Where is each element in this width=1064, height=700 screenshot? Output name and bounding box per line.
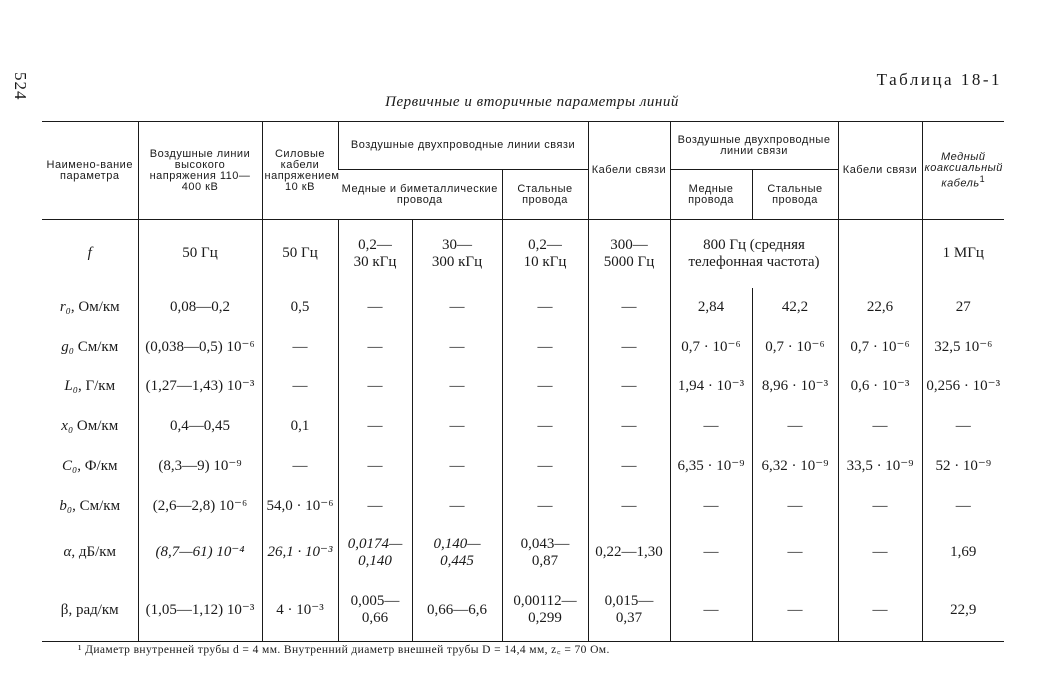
cell-coax: 22,9: [922, 580, 1004, 642]
cell-line-1: 300—: [610, 236, 648, 253]
cell-air-two-wire-2: [670, 220, 838, 288]
cell-coax: 1,69: [922, 526, 1004, 580]
table-row: [42, 367, 1004, 407]
cell-line-1: 800 Гц (средняя: [703, 236, 805, 253]
cell-comm-cables: [588, 220, 670, 288]
cell-hv-lines: (8,7—61) 10⁻⁴: [138, 526, 262, 580]
cell-line-1: 0,043—: [520, 535, 570, 552]
cell-coax: —: [922, 407, 1004, 447]
param-symbol: α: [63, 544, 72, 560]
cell-line-1: 0,0174—: [347, 535, 403, 552]
header-steel-wires-2: Стальные провода: [752, 170, 838, 220]
cell-steel-wires: —: [502, 328, 588, 367]
cell-steel-wires: —: [502, 487, 588, 526]
header-name: Наимено-вание параметра: [46, 158, 133, 182]
cell-copper-bimetal-b: —: [412, 328, 502, 367]
header-power-cables: Силовые кабели напряжением 10 кВ: [262, 122, 338, 220]
param-symbol: g₀: [61, 338, 74, 355]
table-row: [42, 288, 1004, 328]
cell-copper-bimetal-a: —: [338, 367, 412, 407]
cell-copper-bimetal-a: [338, 526, 412, 580]
param-cell: [42, 447, 138, 487]
cell-power-cables: 50 Гц: [262, 220, 338, 288]
param-symbol: f: [87, 245, 92, 262]
cell-steel-wires: —: [502, 367, 588, 407]
cell-line-2: 300 кГц: [431, 253, 483, 270]
cell-copper-bimetal-a: —: [338, 447, 412, 487]
cell-power-cables: —: [262, 367, 338, 407]
cell-hv-lines: (8,3—9) 10⁻⁹: [138, 447, 262, 487]
table-row: [42, 407, 1004, 447]
cell-line-1: 0,2—: [358, 236, 392, 253]
cell-line-2: 30 кГц: [353, 253, 397, 270]
header-comm-cables: Кабели связи: [588, 122, 670, 220]
cell-comm-cables-2: 22,6: [838, 288, 922, 328]
cell-line-2: 0,87: [531, 552, 559, 569]
param-unit: , Ом/км: [70, 299, 120, 315]
table-label: Таблица 18-1: [876, 70, 1002, 89]
header-steel-wires: Стальные провода: [502, 170, 588, 220]
cell-power-cables: —: [262, 328, 338, 367]
cell-coax: 1 МГц: [922, 220, 1004, 288]
cell-comm-cables-2: 0,6 · 10⁻³: [838, 367, 922, 407]
cell-copper-wires: 2,84: [670, 288, 752, 328]
cell-copper-wires: 6,35 · 10⁻⁹: [670, 447, 752, 487]
table-row: [42, 328, 1004, 367]
param-unit: , дБ/км: [71, 544, 117, 560]
header-copper-wires: Медные провода: [670, 170, 752, 220]
param-unit: , Ф/км: [77, 458, 118, 474]
cell-line-1: 0,2—: [528, 236, 562, 253]
cell-copper-bimetal-b: [412, 526, 502, 580]
cell-steel-wires: [502, 220, 588, 288]
header-coax: [922, 122, 1004, 220]
cell-steel-wires-2: 6,32 · 10⁻⁹: [752, 447, 838, 487]
param-cell: [42, 487, 138, 526]
cell-hv-lines: 0,4—0,45: [138, 407, 262, 447]
cell-steel-wires-2: 42,2: [752, 288, 838, 328]
cell-hv-lines: (2,6—2,8) 10⁻⁶: [138, 487, 262, 526]
cell-steel-wires: —: [502, 407, 588, 447]
cell-comm-cables-2: —: [838, 526, 922, 580]
param-cell: [42, 407, 138, 447]
cell-comm-cables-2: 0,7 · 10⁻⁶: [838, 328, 922, 367]
cell-steel-wires: [502, 580, 588, 642]
cell-copper-bimetal-a: —: [338, 328, 412, 367]
table-row: [42, 447, 1004, 487]
param-symbol: C₀: [61, 458, 78, 474]
param-unit: См/км: [74, 338, 119, 355]
cell-coax: 0,256 · 10⁻³: [922, 367, 1004, 407]
cell-copper-wires: —: [670, 487, 752, 526]
cell-comm-cables-2: [838, 220, 922, 288]
cell-copper-bimetal-a: —: [338, 487, 412, 526]
param-symbol: b₀: [59, 497, 73, 514]
header-comm-cables-2: Кабели связи: [838, 122, 922, 220]
cell-hv-lines: (0,038—0,5) 10⁻⁶: [138, 328, 262, 367]
param-cell: [42, 220, 138, 288]
cell-steel-wires: [502, 526, 588, 580]
cell-power-cables: 54,0 · 10⁻⁶: [262, 487, 338, 526]
header-air-two-wire-2: Воздушные двухпроводные линии связи: [670, 122, 838, 170]
cell-steel-wires-2: 0,7 · 10⁻⁶: [752, 328, 838, 367]
cell-coax: 32,5 10⁻⁶: [922, 328, 1004, 367]
parameters-table: [42, 121, 1004, 642]
cell-copper-bimetal-a: —: [338, 288, 412, 328]
cell-copper-bimetal-a: —: [338, 407, 412, 447]
cell-steel-wires-2: —: [752, 407, 838, 447]
param-symbol: β: [60, 601, 69, 618]
cell-comm-cables-2: —: [838, 407, 922, 447]
cell-copper-bimetal-b: —: [412, 407, 502, 447]
cell-copper-bimetal-b: —: [412, 367, 502, 407]
cell-line-1: 0,140—: [433, 535, 481, 552]
cell-copper-bimetal-a: [338, 220, 412, 288]
table-row: [42, 487, 1004, 526]
cell-copper-wires: —: [670, 407, 752, 447]
cell-steel-wires-2: —: [752, 580, 838, 642]
cell-power-cables: 26,1 · 10⁻³: [262, 526, 338, 580]
cell-comm-cables: —: [588, 487, 670, 526]
cell-steel-wires: —: [502, 288, 588, 328]
cell-line-1: 0,015—: [604, 593, 654, 610]
param-unit: , См/км: [72, 497, 121, 514]
cell-power-cables: —: [262, 447, 338, 487]
cell-steel-wires-2: —: [752, 526, 838, 580]
cell-hv-lines: (1,27—1,43) 10⁻³: [138, 367, 262, 407]
cell-copper-bimetal-b: [412, 220, 502, 288]
header-air-two-wire-1: Воздушные двухпроводные линии связи: [338, 122, 588, 170]
cell-line-2: 5000 Гц: [603, 253, 655, 270]
cell-line-2: 10 кГц: [523, 253, 567, 270]
cell-copper-wires: —: [670, 526, 752, 580]
param-cell: [42, 367, 138, 407]
cell-comm-cables: —: [588, 407, 670, 447]
cell-line-1: 0,00112—: [513, 593, 577, 610]
cell-coax: 52 · 10⁻⁹: [922, 447, 1004, 487]
cell-power-cables: 4 · 10⁻³: [262, 580, 338, 642]
cell-line-2: 0,37: [615, 610, 643, 627]
cell-line-2: 0,66: [361, 610, 389, 627]
param-unit: , рад/км: [68, 601, 119, 618]
header-coax-label: Медный коаксиальный кабель: [924, 150, 1003, 190]
cell-comm-cables: [588, 580, 670, 642]
cell-hv-lines: 50 Гц: [138, 220, 262, 288]
table-row: [42, 580, 1004, 642]
cell-comm-cables: —: [588, 367, 670, 407]
cell-copper-bimetal-b: —: [412, 288, 502, 328]
cell-power-cables: 0,1: [262, 407, 338, 447]
param-symbol: L₀: [64, 378, 78, 394]
table-row: [42, 526, 1004, 580]
cell-copper-wires: 1,94 · 10⁻³: [670, 367, 752, 407]
table-row: [42, 220, 1004, 288]
cell-hv-lines: 0,08—0,2: [138, 288, 262, 328]
param-cell: [42, 526, 138, 580]
cell-comm-cables: —: [588, 447, 670, 487]
cell-copper-wires: 0,7 · 10⁻⁶: [670, 328, 752, 367]
cell-steel-wires: —: [502, 447, 588, 487]
param-cell: [42, 328, 138, 367]
cell-line-1: 0,005—: [350, 593, 400, 610]
param-symbol: r₀: [59, 299, 71, 315]
cell-line-2: 0,299: [528, 610, 562, 627]
cell-steel-wires-2: —: [752, 487, 838, 526]
header-copper-bimetal: Медные и биметаллические провода: [338, 170, 502, 220]
cell-comm-cables-2: 33,5 · 10⁻⁹: [838, 447, 922, 487]
cell-comm-cables: —: [588, 288, 670, 328]
cell-line-1: 30—: [442, 236, 472, 253]
cell-line-2: 0,445: [440, 552, 474, 569]
param-symbol: x₀: [61, 418, 74, 434]
cell-comm-cables-2: —: [838, 487, 922, 526]
cell-comm-cables: 0,22—1,30: [588, 526, 670, 580]
cell-copper-wires: —: [670, 580, 752, 642]
cell-copper-bimetal-b: —: [412, 447, 502, 487]
cell-comm-cables-2: —: [838, 580, 922, 642]
cell-copper-bimetal-a: [338, 580, 412, 642]
param-unit: , Г/км: [77, 378, 116, 394]
cell-line-2: телефонная частота): [688, 253, 820, 270]
cell-copper-bimetal-b: 0,66—6,6: [412, 580, 502, 642]
header-coax-footnote-mark: 1: [979, 173, 986, 184]
cell-hv-lines: (1,05—1,12) 10⁻³: [138, 580, 262, 642]
cell-coax: 27: [922, 288, 1004, 328]
footnote: ¹ Диаметр внутренней трубы d = 4 мм. Внутренний диаметр внешней трубы D = 14,4 мм, z꜀ = 70 Ом.: [78, 644, 610, 656]
cell-power-cables: 0,5: [262, 288, 338, 328]
table-title: Первичные и вторичные параметры линий: [385, 94, 679, 110]
cell-copper-bimetal-b: —: [412, 487, 502, 526]
param-cell: [42, 288, 138, 328]
header-hv-lines: Воздушные линии высокого напряжения 110—400 кВ: [138, 122, 262, 220]
cell-steel-wires-2: 8,96 · 10⁻³: [752, 367, 838, 407]
cell-coax: —: [922, 487, 1004, 526]
page-number: 524: [11, 72, 30, 101]
param-cell: [42, 580, 138, 642]
param-unit: Ом/км: [73, 418, 119, 434]
cell-comm-cables: —: [588, 328, 670, 367]
cell-line-2: 0,140: [358, 552, 392, 569]
